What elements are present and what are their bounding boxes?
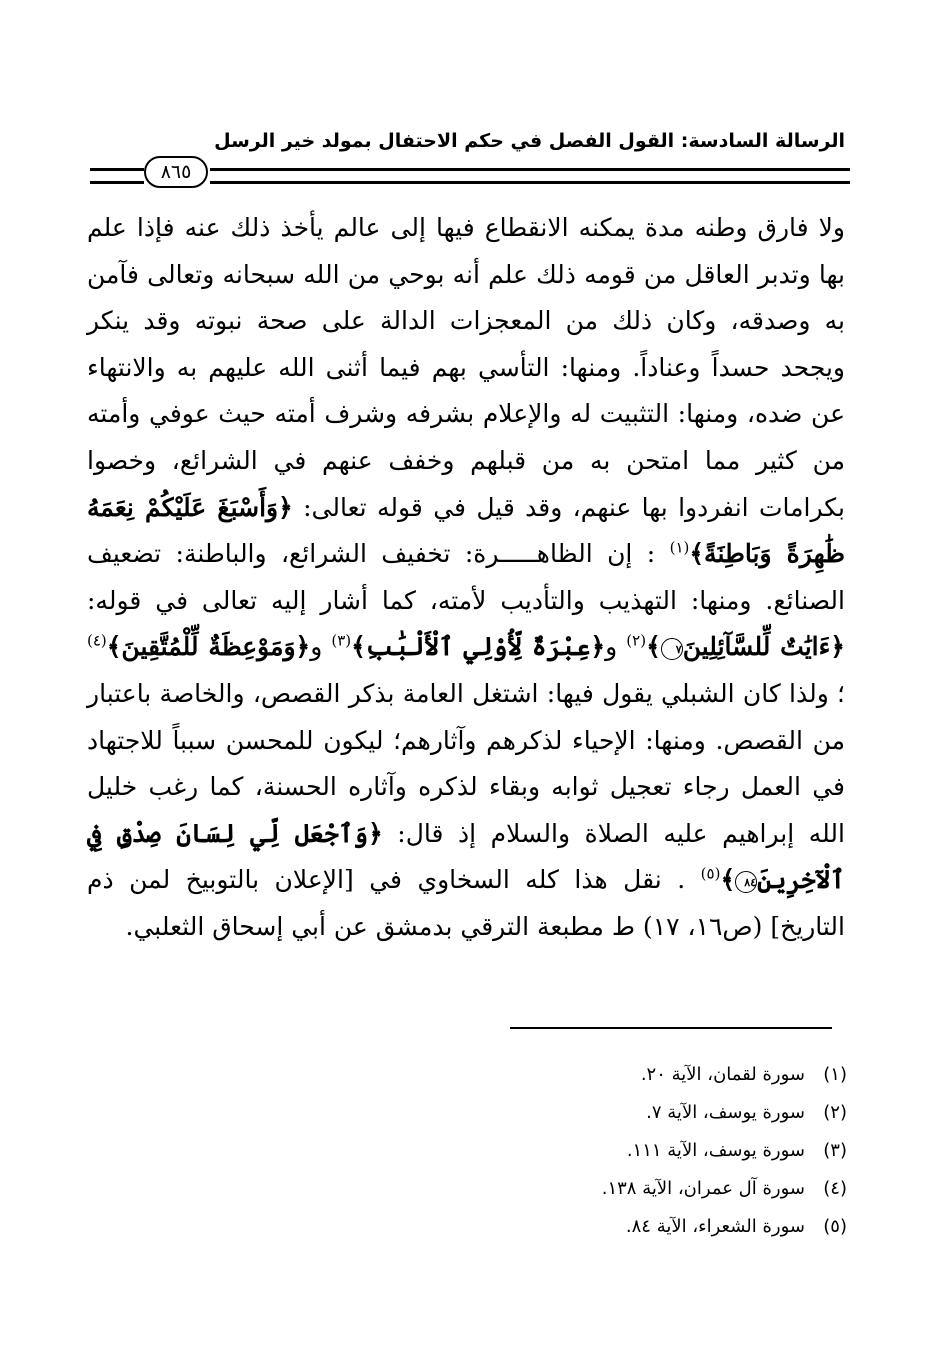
text-segment-3: ؛ ولذا كان الشبلي يقول فيها: اشتغل العامة بذكر القصص، والخاصة باعتبار من القصص. ومنها: الإحياء لذكرهم وآثارهم؛ ليكون للمحسن سبباً للاجتهاد في العمل رجاء تعجيل ثوابه وبقاء لذكره وآثاره الحسنة، كما رغب خليل الله إبراهيم عليه الصلاة والسلام إذ قال:: [87, 678, 845, 848]
quran-verse-4: ﴿وَمَوْعِظَةٌ لِّلْمُتَّقِينَ﴾: [106, 632, 311, 662]
footnotes-list: [347, 1060, 847, 1250]
footnote-text: سورة يوسف، الآية ٧.: [646, 1102, 805, 1123]
footnote-ref-3: (٣): [331, 632, 352, 651]
running-title: الرسالة السادسة: القول الفصل في حكم الاحتفال بمولد خير الرسل: [214, 130, 845, 152]
footnote-text: سورة يوسف، الآية ١١١.: [626, 1140, 805, 1161]
text-segment-4: . نقل هذا كله السخاوي في [الإعلان بالتوبيخ لمن ذم التاريخ] (ص١٦، ١٧) ط مطبعة الترقي بدمشق عن أبي إسحاق الثعلبي.: [87, 865, 845, 941]
quran-verse-3: ﴿عِبْرَةٌ لِّأُوْلِي ٱلْأَلْبَٰبِ﴾: [351, 632, 606, 662]
ayah-number-rosette-icon: ٧: [661, 638, 683, 660]
ayah-number-rosette-icon: ٨٤: [735, 871, 757, 893]
conjunction-2: و: [310, 632, 323, 662]
footnote-ref-2: (٢): [626, 632, 647, 651]
main-text: [87, 205, 845, 951]
footnote-number: (١): [823, 1064, 847, 1085]
footnote-item: [347, 1212, 847, 1250]
quran-verse-2-close: ﴾: [646, 632, 661, 662]
footnote-item: [347, 1060, 847, 1098]
footnote-text: سورة لقمان، الآية ٢٠.: [640, 1064, 805, 1085]
footnote-item: [347, 1174, 847, 1212]
quran-verse-2-text: ﴿ءَايَٰتٌ لِّلسَّآئِلِينَ: [682, 632, 846, 662]
footnote-number: (٤): [823, 1178, 847, 1199]
footnote-item: [347, 1136, 847, 1174]
footnote-number: (٥): [823, 1216, 847, 1237]
text-segment-1: ولا فارق وطنه مدة يمكنه الانقطاع فيها إلى عالم يأخذ ذلك عنه فإذا علم بها وتدبر العاقل من قومه ذلك علم أنه بوحي من الله سبحانه وتعالى فآمن به وصدقه، وكان ذلك من المعجزات الدالة على صحة نبوته وقد ينكر ويجحد حسداً وعناداً. ومنها: التأسي بهم فيما أثنى الله عليهم به والانتهاء عن ضده، ومنها: التثبيت له والإعلام بشرفه وشرف أمته حيث عوفي وأمته من كثير مما امتحن به من قبلهم وخفف عنهم في الشرائع، وخصوا بكرامات انفردوا بها عنهم، وقد قيل في قوله تعالى:: [87, 213, 846, 522]
page-number: ٨٦٥: [144, 156, 208, 188]
quran-verse-5-text: ﴿وَٱجْعَل لِّي لِسَانَ صِدْقٍ فِي ٱلْآخِرِينَ: [87, 818, 845, 895]
quran-verse-5-close: ﴾: [720, 865, 736, 895]
footnote-text: سورة الشعراء، الآية ٨٤.: [625, 1216, 805, 1237]
quran-verse-1: ﴿وَأَسْبَغَ عَلَيْكُمْ نِعَمَهُ ظَٰهِرَةً وَبَاطِنَةً﴾: [87, 492, 845, 569]
header-rule-left: [90, 168, 144, 184]
footnote-number: (٣): [823, 1140, 847, 1161]
footnote-number: (٢): [823, 1102, 847, 1123]
quran-verse-2: [646, 632, 845, 661]
conjunction-1: و: [605, 632, 618, 662]
main-paragraph: [87, 205, 845, 951]
footnote-separator: [510, 1027, 832, 1029]
text-segment-2: : إن الظاهـــــرة: تخفيف الشرائع، والباطنة: تضعيف الصنائع. ومنها: التهذيب والتأديب لأمته، كما أشار إليه تعالى في قوله:: [87, 539, 845, 615]
header-rule-right: [210, 168, 850, 184]
footnote-text: سورة آل عمران، الآية ١٣٨.: [601, 1178, 805, 1199]
footnote-item: [347, 1098, 847, 1136]
footnote-ref-1: (١): [669, 538, 690, 557]
footnote-ref-4: (٤): [87, 632, 107, 651]
footnote-ref-5: (٥): [700, 864, 721, 883]
